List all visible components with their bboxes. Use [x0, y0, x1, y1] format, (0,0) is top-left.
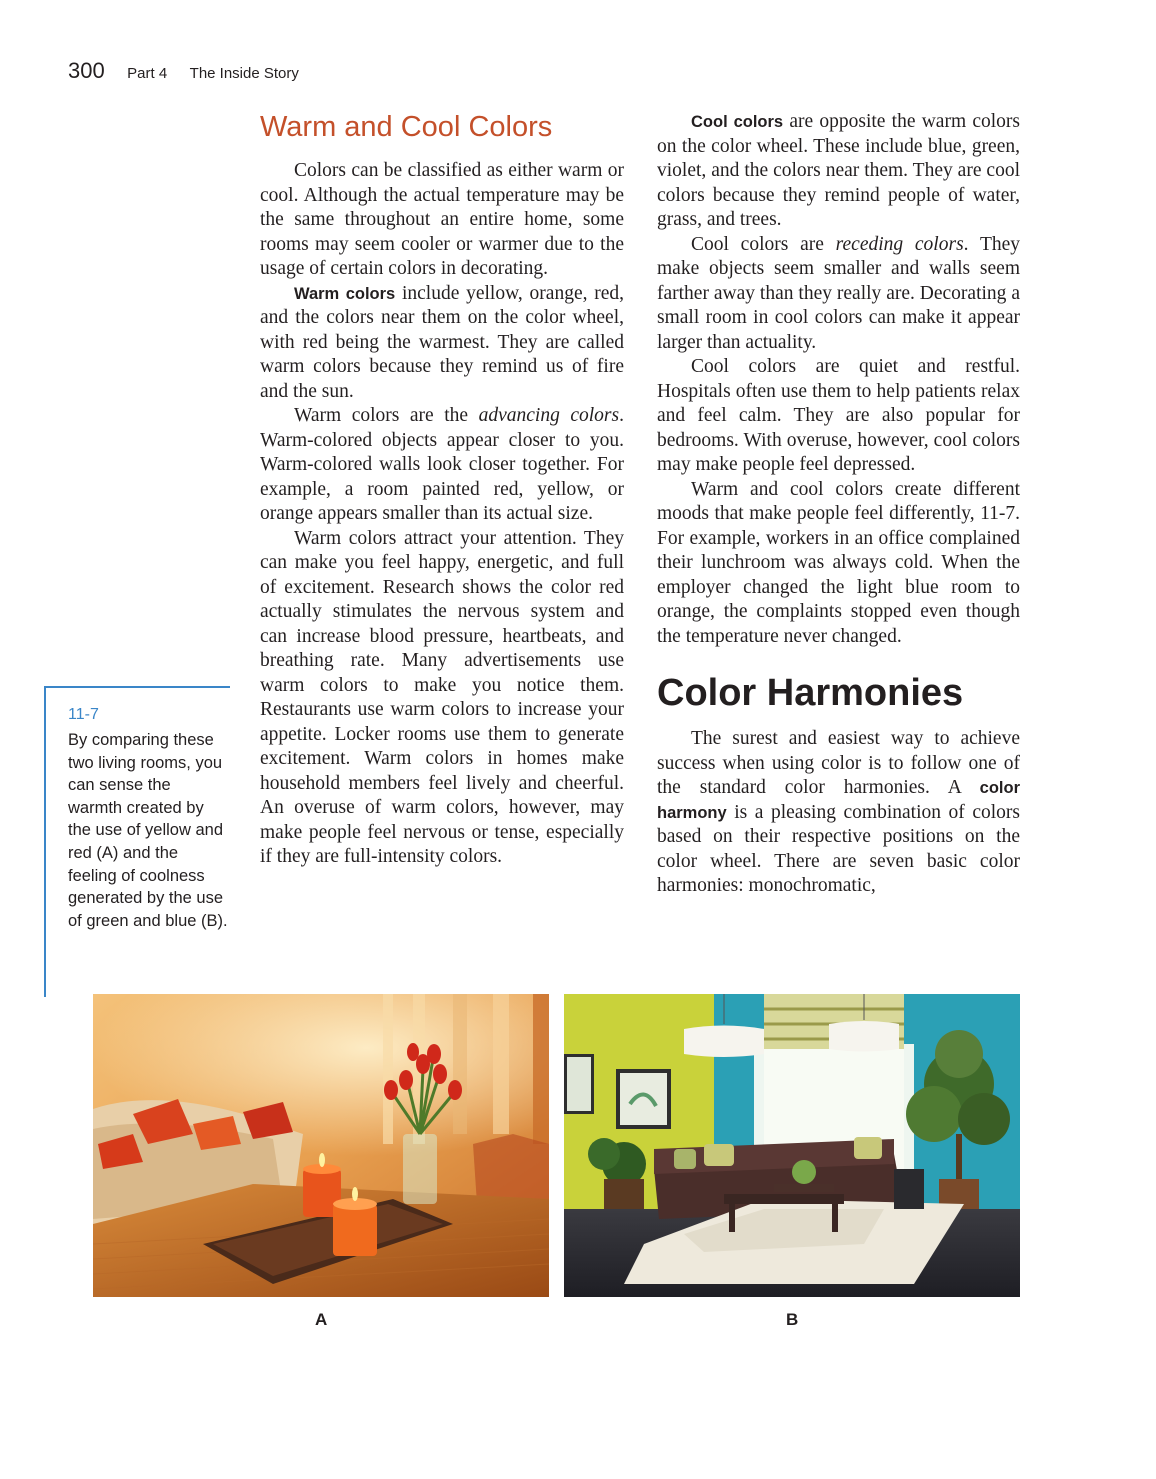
header-title: The Inside Story — [189, 65, 299, 82]
term-warm-colors: Warm colors — [294, 284, 396, 303]
paragraph: Warm and cool colors create different moods that make people feel differently, 11-7. For example, workers in an office complained their lunchroom was always cold. When the employer changed the light blue room to orange, the complaints stopped even though the temperature never changed. — [657, 478, 1020, 647]
header-part: Part 4 — [127, 65, 168, 82]
paragraph: Warm colors attract your attention. They can make you feel happy, energetic, and full of excitement. Research shows the color red actually stimulates the nervous system and can increase blood pressure, heartbeats, and breathing rate. Many advertisements use warm colors to make you notice them. Restaurants use warm colors to increase your appetite. Locker rooms use them to generate excitement. Warm colors in homes make household members feel lively and cheerful. An overuse of warm colors, however, may make people feel nervous or tense, especially if they are full-intensity colors. — [260, 527, 624, 867]
term-receding-colors: receding colors — [835, 233, 964, 255]
paragraph: Colors can be classified as either warm or cool. Although the actual temperature may be the same throughout an entire home, some rooms may seem cooler or warmer due to the usage of certain colors in decorating. — [260, 160, 624, 279]
paragraph: Cool colors are receding colors. They make objects seem smaller and walls seem farther away than they really are. Decorating a small room in cool colors can make it appear larger than actuality. — [657, 233, 1021, 353]
figure-label: 11-7 — [68, 706, 99, 723]
column-left — [260, 110, 624, 870]
paragraph: Cool colors are opposite the warm colors on the color wheel. These include blue, green, violet, and the colors near them. They are cool colors because they remind people of water, grass, and trees. — [657, 111, 1020, 230]
photo-label-a: A — [315, 1310, 328, 1329]
section-title-warm-cool: Warm and Cool Colors — [260, 111, 553, 143]
page-number: 300 — [68, 58, 105, 83]
figure-caption: By comparing these two living rooms, you can sense the warmth created by the use of yellow and red (A) and the feeling of coolness generated by the use of green and blue (B). — [68, 731, 228, 930]
paragraph: Cool colors are quiet and restful. Hospitals often use them to help patients relax and feel calm. They are also popular for bedrooms. With overuse, however, cool colors may make people feel depressed. — [657, 356, 1020, 475]
term-cool-colors: Cool colors — [691, 113, 784, 131]
photo-label-b: B — [786, 1310, 799, 1329]
column-right — [657, 110, 1020, 899]
section-title-color-harmonies: Color Harmonies — [657, 672, 964, 714]
page-header — [68, 58, 299, 84]
paragraph: The surest and easiest way to achieve success when using color is to follow one of the standard color harmonies. A color harmony is a pleasing combination of colors based on their respective positions on the color wheel. There are seven basic color harmonies: monochromatic, — [657, 728, 1020, 896]
paragraph: Warm colors are the advancing colors. Warm-colored objects appear closer to you. Warm-colored walls look closer together. For example, a room painted red, yellow, or orange appears smaller than its actual size. — [260, 405, 624, 524]
term-color-harmony: color harmony — [657, 779, 1020, 822]
term-advancing-colors: advancing colors — [478, 405, 620, 426]
photo-cool-living-room — [564, 994, 1020, 1297]
photo-warm-living-room — [93, 994, 549, 1297]
paragraph: Warm colors include yellow, orange, red, and the colors near them on the color wheel, with red being the warmest. They are called warm colors because they remind us of fire and the sun. — [260, 282, 624, 402]
